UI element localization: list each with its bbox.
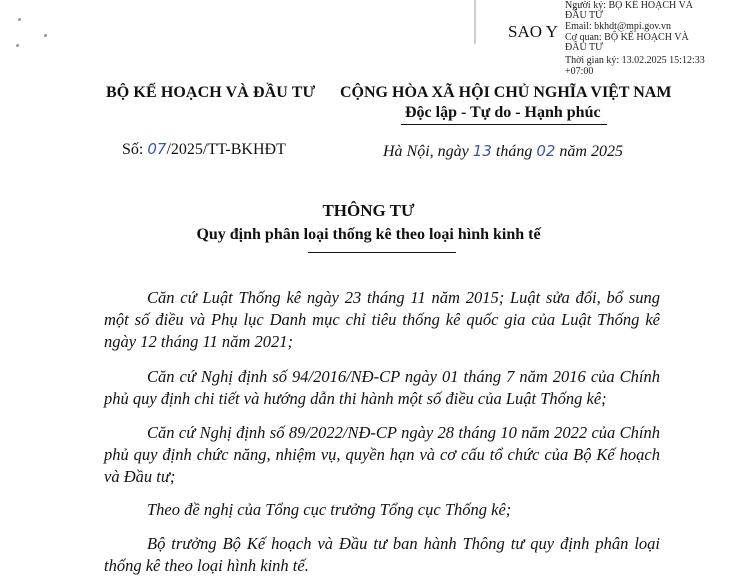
national-title: CỘNG HÒA XÃ HỘI CHỦ NGHĨA VIỆT NAM (340, 84, 672, 101)
issue-date (383, 142, 623, 161)
document-subject: Quy định phân loại thống kê theo loại hình kinh tế (196, 226, 541, 243)
copy-stamp: SAO Y (508, 22, 558, 41)
preamble-paragraph: Căn cứ Luật Thống kê ngày 23 tháng 11 năm 2015; Luật sửa đổi, bổ sung một số điều và Phụ lục Danh mục chỉ tiêu thống kê quốc gia của Luật Thống kê ngày 12 tháng 11 năm 2021; (104, 288, 660, 351)
digital-signature-block (0, 0, 737, 80)
document-number-prefix: Số: (122, 141, 148, 158)
signature-line: Người ký: BỘ KẾ HOẠCH VÀ (565, 0, 694, 11)
preamble-paragraph: Căn cứ Nghị định số 89/2022/NĐ-CP ngày 28 tháng 10 năm 2022 của Chính phủ quy định chức năng, nhiệm vụ, quyền hạn và cơ cấu tổ chức của Bộ Kế hoạch và Đầu tư; (104, 423, 660, 486)
preamble-paragraph: Theo đề nghị của Tổng cục trưởng Tổng cục Thống kê; (147, 500, 512, 519)
preamble-paragraph: Căn cứ Nghị định số 94/2016/NĐ-CP ngày 01 tháng 7 năm 2016 của Chính phủ quy định chi tiết và hướng dẫn thi hành một số điều của Luật Thống kê; (104, 367, 660, 408)
signature-line: ĐẦU TƯ (565, 42, 603, 53)
date-text: năm 2025 (555, 143, 623, 160)
handwritten-number: 07 (147, 140, 167, 158)
handwritten-month: 02 (536, 142, 556, 160)
issuing-organization: BỘ KẾ HOẠCH VÀ ĐẦU TƯ (106, 84, 316, 101)
national-motto: Độc lập - Tự do - Hạnh phúc (405, 104, 601, 121)
preamble-paragraph: Bộ trưởng Bộ Kế hoạch và Đầu tư ban hành Thông tư quy định phân loại thống kê theo loại hình kinh tế. (104, 534, 660, 575)
subject-underline (308, 252, 456, 253)
document-number-suffix: /2025/TT-BKHĐT (166, 141, 286, 158)
signature-line: Cơ quan: BỘ KẾ HOẠCH VÀ (565, 32, 689, 43)
document-number (122, 140, 286, 159)
date-text: Hà Nội, ngày (383, 143, 473, 160)
signature-line: Thời gian ký: 13.02.2025 15:12:33 (565, 55, 705, 66)
signature-line: Email: bkhdt@mpi.gov.vn (565, 21, 672, 32)
document-type: THÔNG TƯ (322, 201, 415, 220)
date-text: tháng (491, 143, 537, 160)
signature-line: +07:00 (565, 66, 594, 77)
motto-underline (401, 124, 607, 125)
signature-line: ĐẦU TƯ (565, 10, 603, 21)
handwritten-day: 13 (472, 142, 492, 160)
